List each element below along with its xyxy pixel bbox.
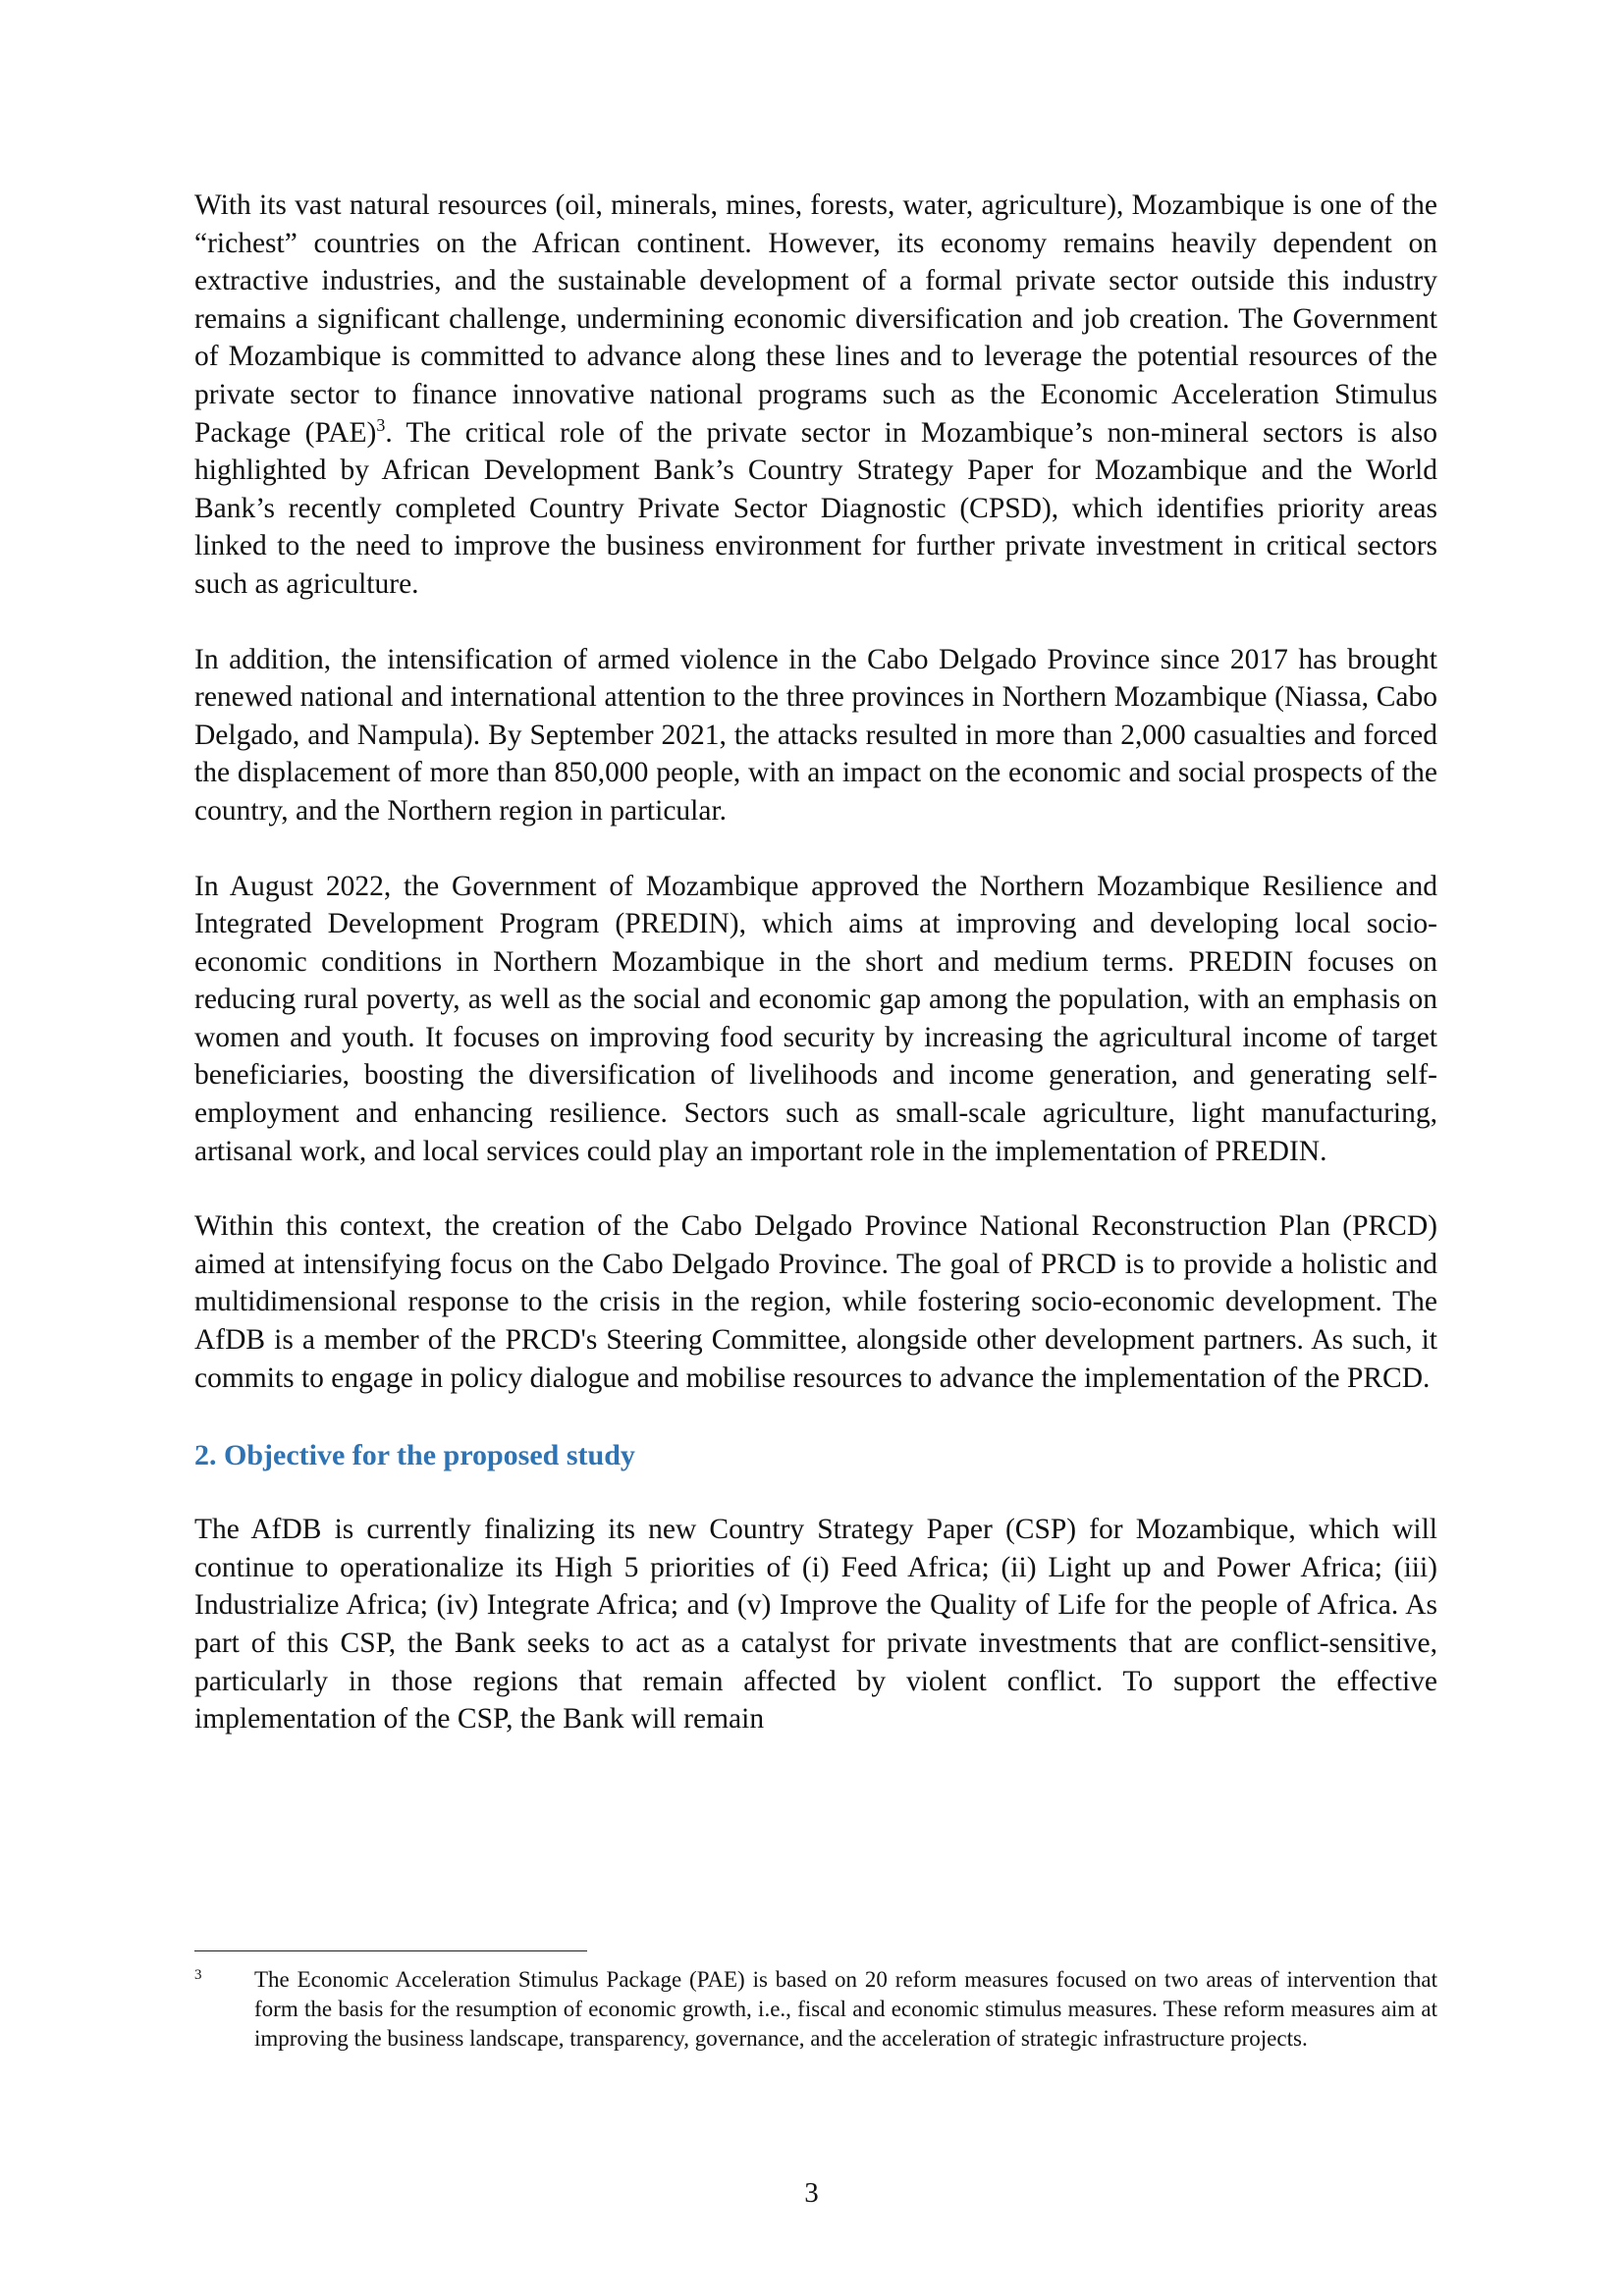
paragraph-text: With its vast natural resources (oil, minerals, mines, forests, water, agriculture), Mozambique is one of the “richest” countries on the African continent. However, its economy remains heavily dependent on extractive industries, and the sustainable development of a formal private sector outside this industry remains a significant challenge, undermining economic diversification and job creation. The Government of Mozambique is committed to advance along these lines and to leverage the potential resources of the private sector to finance innovative national programs such as the Economic Acceleration Stimulus Package (PAE) <box>194 189 1437 449</box>
paragraph-objective: The AfDB is currently finalizing its new Country Strategy Paper (CSP) for Mozambique, which will continue to operationalize its High 5 priorities of (i) Feed Africa; (ii) Light up and Power Africa; (iii) Industrialize Africa; (iv) Integrate Africa; and (v) Improve the Quality of Life for the people of Africa. As part of this CSP, the Bank seeks to act as a catalyst for private investments that are conflict-sensitive, particularly in those regions that remain affected by violent conflict. To support the effective implementation of the CSP, the Bank will remain <box>194 1514 1437 1735</box>
footnote-number: 3 <box>194 1967 202 1983</box>
footnote-reference[interactable]: 3 <box>376 414 386 435</box>
main-content <box>194 187 1437 1738</box>
paragraph-text: . The critical role of the private sector in Mozambique’s non-mineral sectors is also highlighted by African Development Bank’s Country Strategy Paper for Mozambique and the World Bank’s recently completed Country Private Sector Diagnostic (CPSD), which identifies priority areas linked to the need to improve the business environment for further private investment in critical sectors such as agriculture. <box>194 416 1437 600</box>
section-heading: 2. Objective for the proposed study <box>194 1439 635 1472</box>
paragraph-prcd: Within this context, the creation of the Cabo Delgado Province National Reconstruction Plan (PRCD) aimed at intensifying focus on the Cabo Delgado Province. The goal of PRCD is to provide a holistic and multidimensional response to the crisis in the region, while fostering socio-economic development. The AfDB is a member of the PRCD's Steering Committee, alongside other development partners. As such, it commits to engage in policy dialogue and mobilise resources to advance the implementation of the PRCD. <box>194 1210 1437 1394</box>
page-number: 3 <box>804 2177 819 2209</box>
paragraph-armed-violence: In addition, the intensification of armed violence in the Cabo Delgado Province since 2017 has brought renewed national and international attention to the three provinces in Northern Mozambique (Niassa, Cabo Delgado, and Nampula). By September 2021, the attacks resulted in more than 2,000 casualties and forced the displacement of more than 850,000 people, with an impact on the economic and social prospects of the country, and the Northern region in particular. <box>194 643 1437 827</box>
paragraph-predin: In August 2022, the Government of Mozambique approved the Northern Mozambique Resilience and Integrated Development Program (PREDIN), which aims at improving and developing local socio-economic conditions in Northern Mozambique in the short and medium terms. PREDIN focuses on reducing rural poverty, as well as the social and economic gap among the population, with an emphasis on women and youth. It focuses on improving food security by increasing the agricultural income of target beneficiaries, boosting the diversification of livelihoods and income generation, and generating self-employment and enhancing resilience. Sectors such as small-scale agriculture, light manufacturing, artisanal work, and local services could play an important role in the implementation of PREDIN. <box>194 870 1437 1167</box>
paragraph-private-sector <box>194 187 1437 604</box>
footnote-text: The Economic Acceleration Stimulus Package (PAE) is based on 20 reform measures focused on two areas of intervention that form the basis for the resumption of economic growth, i.e., fiscal and economic stimulus measures. These reform measures aim at improving the business landscape, transparency, governance, and the acceleration of strategic infrastructure projects. <box>254 1967 1437 2051</box>
footnote-separator <box>194 1950 587 1951</box>
footnote <box>194 1965 1437 2054</box>
